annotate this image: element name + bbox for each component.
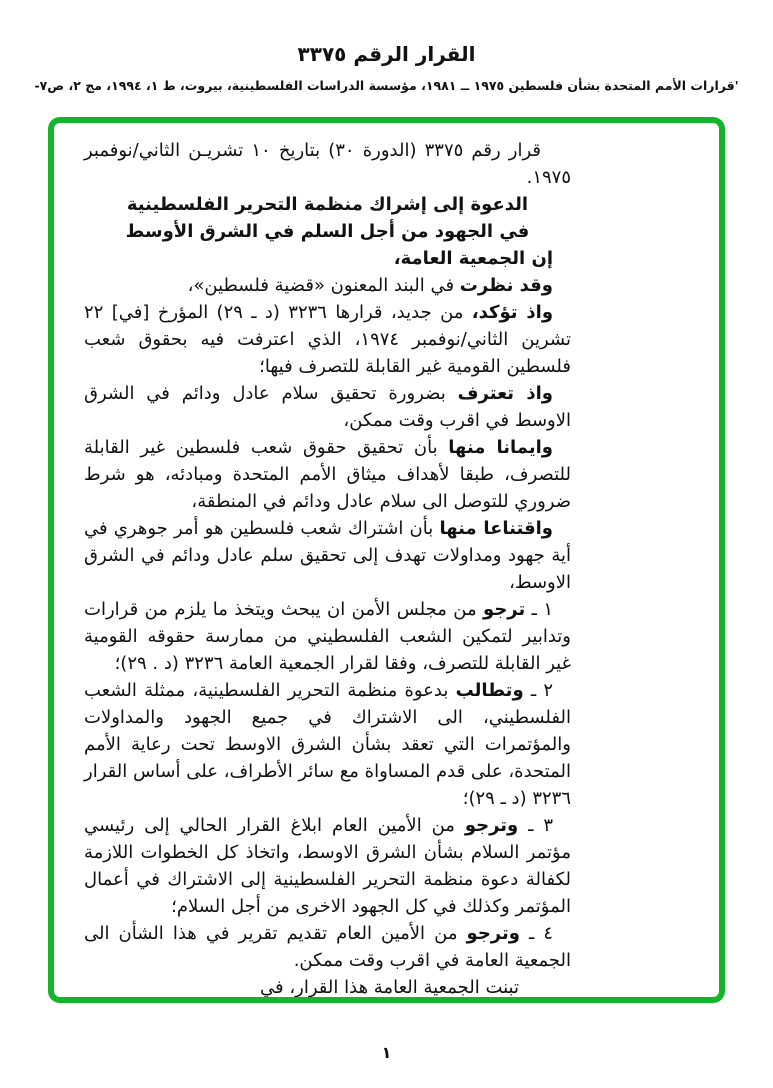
resolution-paragraph: واقتناعا منها بأن اشتراك شعب فلسطين هو أمر جوهري في أية جهود ومداولات تهدف إلى تحقيق سلم عادل ودائم في الشرق الاوسط، xyxy=(84,518,571,593)
resolution-paragraph: ٣ ـ وترجو من الأمين العام ابلاغ القرار الحالي إلى رئيسي مؤتمر السلام بشأن الشرق الاوسط، واتخاذ كل الخطوات اللازمة لكفالة دعوة منظمة التحرير الفلسطينية إلى الاشتراك في أعمال المؤتمر وكذلك في كل الجهود الاخرى من أجل السلام؛ xyxy=(84,815,571,917)
adoption-note-line: تبنت الجمعية العامة هذا القرار، في xyxy=(260,977,519,998)
resolution-intro: قرار رقم ٣٣٧٥ (الدورة ٣٠) بتاريخ ١٠ تشريـن الثاني/نوفمبر ١٩٧٥. xyxy=(84,140,571,188)
page-number: ١ xyxy=(381,1043,392,1062)
resolution-paragraph: واذ تعترف بضرورة تحقيق سلام عادل ودائم في الشرق الاوسط في اقرب وقت ممكن، xyxy=(84,383,571,431)
document-title: القرار الرقم ٣٣٧٥ xyxy=(297,42,476,66)
resolution-paragraph: واذ تؤكد، من جديد، قرارها ٣٢٣٦ (د ـ ٢٩) المؤرخ [في] ٢٢ تشرين الثاني/نوفمبر ١٩٧٤، الذي اعترفت فيه بحقوق شعب فلسطين القومية غير القابلة للتصرف فيها؛ xyxy=(84,302,571,377)
adoption-note-line xyxy=(171,1002,519,1003)
resolution-body xyxy=(54,123,719,1003)
resolution-heading-line2: في الجهود من أجل السلم في الشرق الأوسط xyxy=(125,221,530,242)
source-citation: 'قرارات الأمم المتحدة بشأن فلسطين ١٩٧٥ ــ ١٩٨١، مؤسسة الدراسات الفلسطينية، بيروت، ط ١، ١٩٩٤، مج ٢، ص٧- xyxy=(34,78,739,93)
resolution-paragraph: ١ ـ ترجو من مجلس الأمن ان يبحث ويتخذ ما يلزم من قرارات وتدابير لتمكين الشعب الفلسطيني من ممارسة حقوقه القومية غير القابلة للتصرف، وفقا لقرار الجمعية العامة ٣٢٣٦ (د . ٢٩)؛ xyxy=(84,599,571,674)
resolution-heading-line1: الدعوة إلى إشراك منظمة التحرير الفلسطينية xyxy=(126,194,529,215)
resolution-paragraph: ٤ ـ وترجو من الأمين العام تقديم تقرير في هذا الشأن الى الجمعية العامة في اقرب وقت ممكن. xyxy=(84,923,571,971)
resolution-paragraph: وقد نظرت في البند المعنون «قضية فلسطين»، xyxy=(187,275,553,296)
resolution-paragraph: إن الجمعية العامة، xyxy=(393,248,553,269)
page-header xyxy=(0,42,773,93)
resolution-paragraphs xyxy=(84,245,571,974)
highlight-frame xyxy=(48,117,725,1003)
resolution-paragraph: ٢ ـ وتطالب بدعوة منظمة التحرير الفلسطينية، ممثلة الشعب الفلسطيني، الى الاشتراك في جميع الجهود والمداولات والمؤتمرات التي تعقد بشأن الشرق الاوسط تحت رعاية الأمم المتحدة، على قدم المساواة مع سائر الأطراف، على أساس القرار ٣٢٣٦ (د ـ ٢٩)؛ xyxy=(84,680,571,809)
resolution-paragraph: وايمانا منها بأن تحقيق حقوق شعب فلسطين غير القابلة للتصرف، طبقا لأهداف ميثاق الأمم المتحدة ومبادئه، هو شرط ضروري للتوصل الى سلام عادل ودائم في المنطقة، xyxy=(84,437,571,512)
resolution-heading xyxy=(84,191,571,245)
adoption-note xyxy=(171,974,519,1003)
